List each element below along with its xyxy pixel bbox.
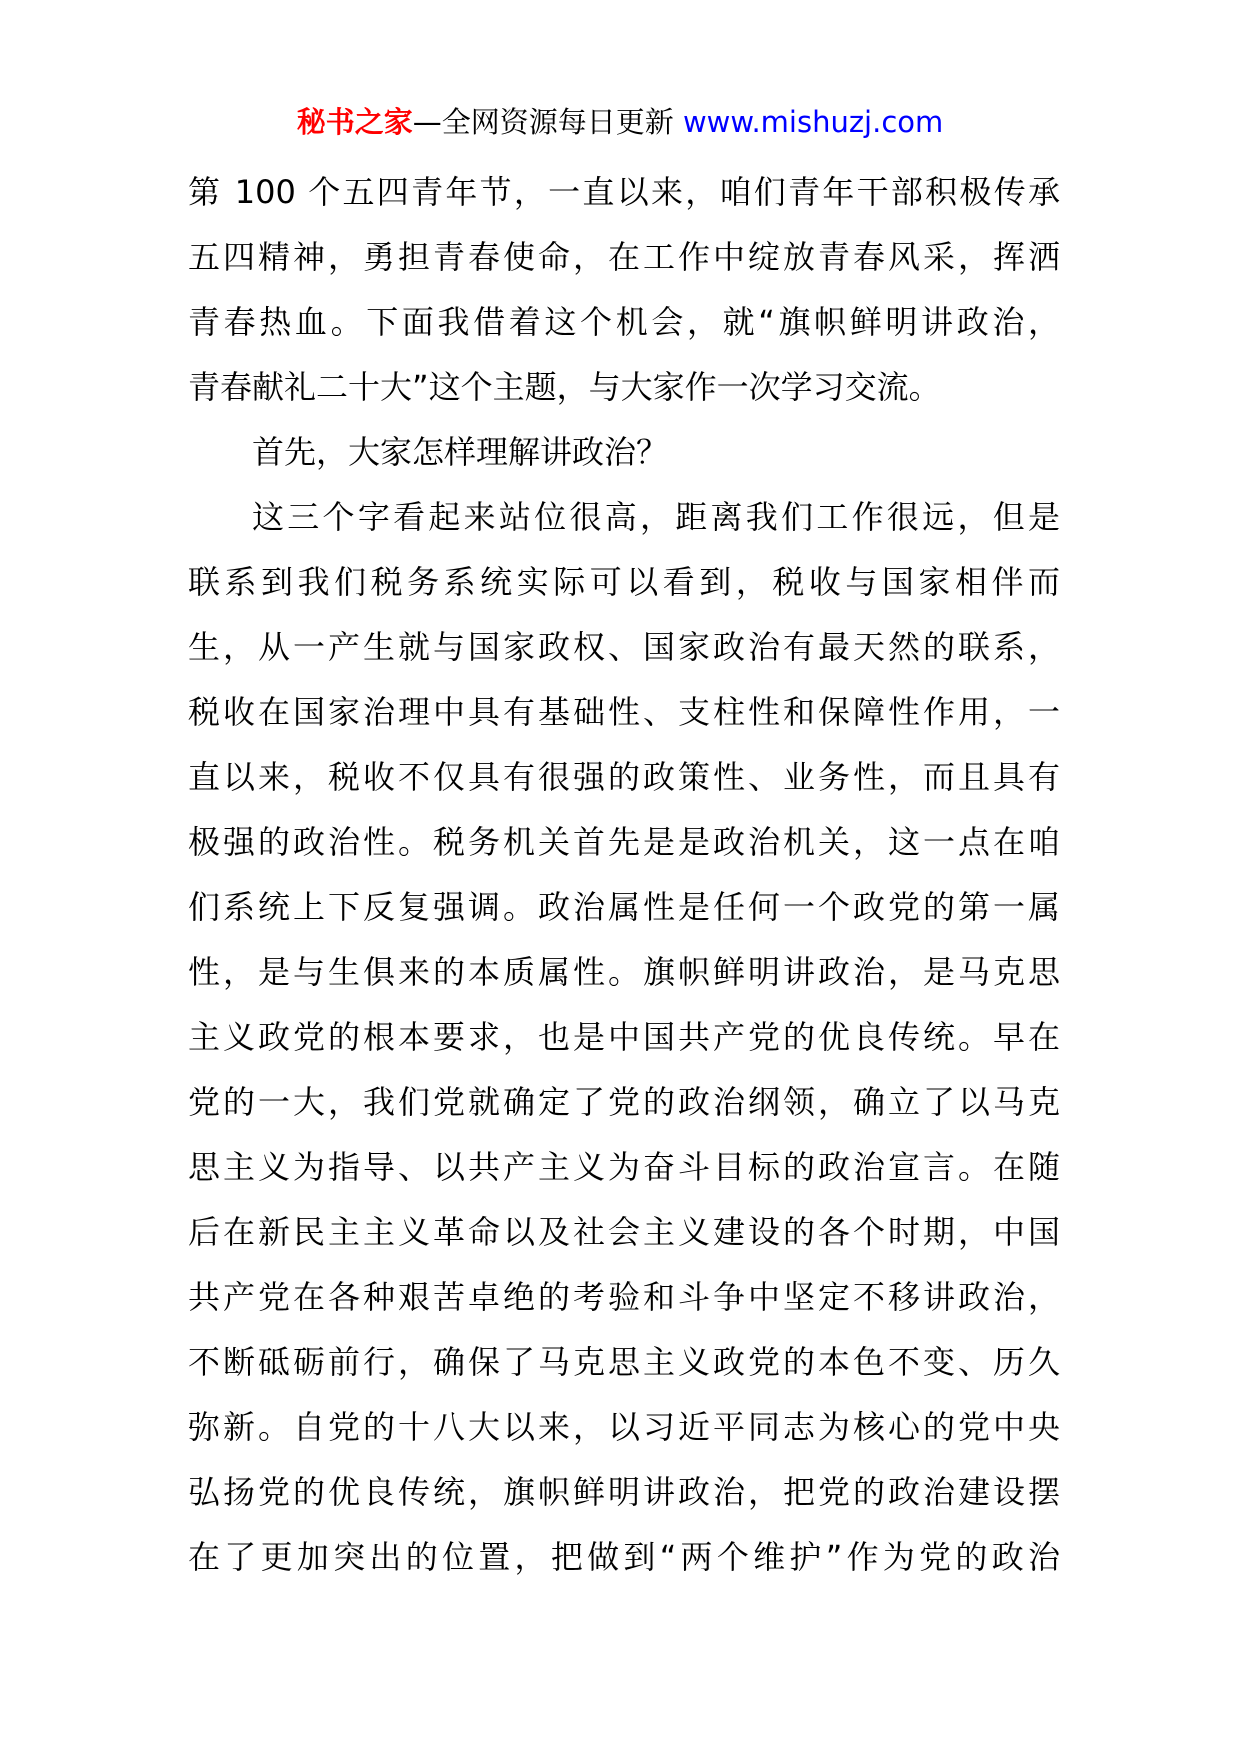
text-line: 主义政党的根本要求，也是中国共产党的优良传统。早在 <box>188 1018 1060 1056</box>
text-line: 弥新。自党的十八大以来，以习近平同志为核心的党中央 <box>188 1408 1060 1446</box>
brand-name: 秘书之家 <box>296 105 413 139</box>
text-line: 联系到我们税务系统实际可以看到，税收与国家相伴而 <box>188 563 1060 601</box>
text-line: 党的一大，我们党就确定了党的政治纲领，确立了以马克 <box>188 1083 1060 1121</box>
text-line: 青春献礼二十大”这个主题，与大家作一次学习交流。 <box>188 368 941 406</box>
text-line: 税收在国家治理中具有基础性、支柱性和保障性作用，一 <box>188 693 1060 731</box>
website-link[interactable]: www.mishuzj.com <box>682 105 944 139</box>
text-line: 性，是与生俱来的本质属性。旗帜鲜明讲政治，是马克思 <box>188 953 1060 991</box>
text-line: 不断砥砺前行，确保了马克思主义政党的本色不变、历久 <box>188 1343 1060 1381</box>
text-line: 弘扬党的优良传统，旗帜鲜明讲政治，把党的政治建设摆 <box>188 1473 1060 1511</box>
text-line: 五四精神，勇担青春使命，在工作中绽放青春风采，挥洒 <box>188 238 1060 276</box>
text-line: 思主义为指导、以共产主义为奋斗目标的政治宣言。在随 <box>188 1148 1060 1186</box>
text-line: 直以来，税收不仅具有很强的政策性、业务性，而且具有 <box>188 758 1060 796</box>
text-line: 共产党在各种艰苦卓绝的考验和斗争中坚定不移讲政治， <box>188 1278 1060 1316</box>
text-line: 第 100 个五四青年节，一直以来，咱们青年干部积极传承 <box>188 173 1060 211</box>
text-line: 首先，大家怎样理解讲政治？ <box>252 433 669 471</box>
text-line: 极强的政治性。税务机关首先是是政治机关，这一点在咱 <box>188 823 1060 861</box>
text-line: 生，从一产生就与国家政权、国家政治有最天然的联系， <box>188 628 1060 666</box>
text-line: 们系统上下反复强调。政治属性是任何一个政党的第一属 <box>188 888 1060 926</box>
text-line: 后在新民主主义革命以及社会主义建设的各个时期，中国 <box>188 1213 1060 1251</box>
text-line: 青春热血。下面我借着这个机会，就“旗帜鲜明讲政治， <box>188 303 1060 341</box>
text-line: 这三个字看起来站位很高，距离我们工作很远，但是 <box>252 498 1060 536</box>
text-line: 在了更加突出的位置，把做到“两个维护”作为党的政治 <box>188 1538 1060 1576</box>
header-tagline: —全网资源每日更新 <box>412 105 674 139</box>
page-header <box>0 102 1240 142</box>
document-body <box>188 160 1060 1590</box>
